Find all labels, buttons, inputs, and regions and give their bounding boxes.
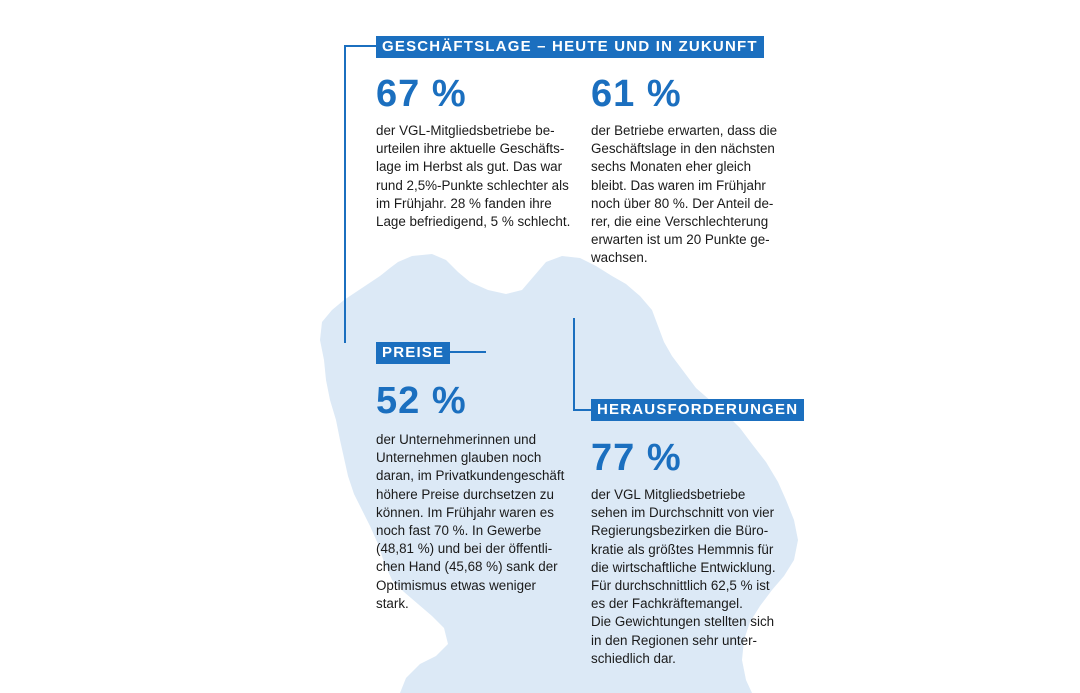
text-line: daran, im Privatkundengeschäft: [376, 468, 565, 484]
text-line: noch fast 70 %. In Gewerbe: [376, 523, 542, 539]
text-line: noch über 80 %. Der Anteil de-: [591, 195, 774, 211]
stat-value-52: 52 %: [376, 380, 467, 422]
text-line: Geschäftslage in den nächsten: [591, 141, 775, 157]
text-line: sechs Monaten eher gleich: [591, 159, 752, 175]
text-line: urteilen ihre aktuelle Geschäfts-: [376, 141, 565, 157]
text-line: bleibt. Das waren im Frühjahr: [591, 177, 766, 193]
text-line: Unternehmen glauben noch: [376, 450, 542, 466]
stat-value-61: 61 %: [591, 73, 682, 115]
text-line: in den Regionen sehr unter-: [591, 632, 758, 648]
text-line: erwarten ist um 20 Punkte ge-: [591, 232, 770, 248]
stat-text-67: [376, 122, 570, 231]
text-line: stark.: [376, 595, 409, 611]
stat-text-61: [591, 122, 777, 268]
text-line: schiedlich dar.: [591, 650, 676, 666]
text-line: Lage befriedigend, 5 % schlecht.: [376, 214, 571, 230]
section-title-herausforderungen: HERAUSFORDERUNGEN: [591, 399, 804, 421]
text-line: der Unternehmerinnen und: [376, 432, 537, 447]
text-line: höhere Preise durchsetzen zu: [376, 486, 554, 502]
text-line: lage im Herbst als gut. Das war: [376, 159, 563, 175]
text-line: der VGL-Mitgliedsbetriebe be-: [376, 123, 555, 138]
text-line: wachsen.: [591, 250, 648, 266]
text-line: Regierungsbezirken die Büro-: [591, 523, 769, 539]
text-line: im Frühjahr. 28 % fanden ihre: [376, 195, 552, 211]
stat-value-77: 77 %: [591, 437, 682, 479]
stat-text-52: [376, 431, 564, 613]
text-line: kratie als größtes Hemmnis für: [591, 541, 774, 557]
text-line: (48,81 %) und bei der öffentli-: [376, 541, 553, 557]
text-line: es der Fachkräftemangel.: [591, 596, 743, 612]
text-line: Optimismus etwas weniger: [376, 577, 536, 593]
stat-value-67: 67 %: [376, 73, 467, 115]
connector-line-left-vertical: [344, 45, 346, 343]
text-line: Die Gewichtungen stellten sich: [591, 614, 775, 630]
connector-line-top-horizontal: [344, 45, 376, 47]
text-line: chen Hand (45,68 %) sank der: [376, 559, 558, 575]
text-line: der VGL Mitgliedsbetriebe: [591, 487, 746, 502]
text-line: rund 2,5%-Punkte schlechter als: [376, 177, 569, 193]
text-line: die wirtschaftliche Entwicklung.: [591, 559, 776, 575]
connector-line-middle-vertical: [573, 318, 575, 410]
text-line: sehen im Durchschnitt von vier: [591, 505, 775, 521]
connector-line-herausforderungen: [573, 409, 593, 411]
text-line: der Betriebe erwarten, dass die: [591, 123, 778, 138]
section-title-preise: PREISE: [376, 342, 450, 364]
text-line: rer, die eine Verschlechterung: [591, 214, 769, 230]
text-line: Für durchschnittlich 62,5 % ist: [591, 578, 770, 594]
stat-text-77: [591, 486, 776, 668]
section-title-geschaeftslage: GESCHÄFTSLAGE – HEUTE UND IN ZUKUNFT: [376, 36, 764, 58]
text-line: können. Im Frühjahr waren es: [376, 504, 554, 520]
